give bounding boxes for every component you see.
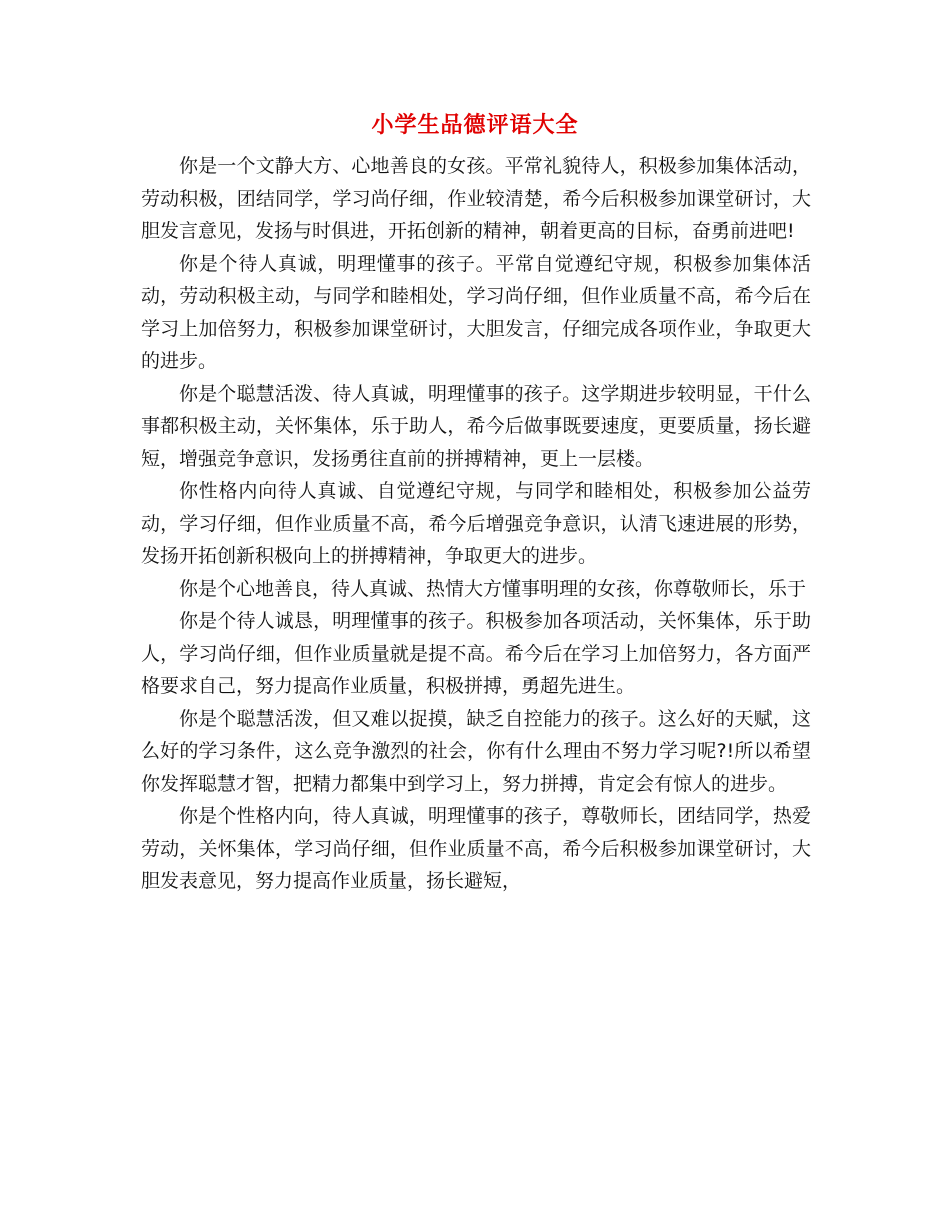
document-title: 小学生品德评语大全 xyxy=(371,112,579,138)
paragraph: 你是个心地善良，待人真诚、热情大方懂事明理的女孩，你尊敬师长，乐于 xyxy=(179,577,807,600)
document-body xyxy=(141,150,811,898)
paragraph: 你是个聪慧活泼，但又难以捉摸，缺乏自控能力的孩子。这么好的天赋，这么好的学习条件，这么竞争激烈的社会，你有什么理由不努力学习呢?!所以希望你发挥聪慧才智，把精力都集中到学习上，努力拼搏，肯定会有惊人的进步。 xyxy=(141,707,811,795)
paragraph: 你是个待人真诚，明理懂事的孩子。平常自觉遵纪守规，积极参加集体活动，劳动积极主动，与同学和睦相处，学习尚仔细，但作业质量不高，希今后在学习上加倍努力，积极参加课堂研讨，大胆发言，仔细完成各项作业，争取更大的进步。 xyxy=(141,252,811,372)
paragraph: 你是个待人诚恳，明理懂事的孩子。积极参加各项活动，关怀集体，乐于助人，学习尚仔细，但作业质量就是提不高。希今后在学习上加倍努力，各方面严格要求自己，努力提高作业质量，积极拼搏，勇超先进生。 xyxy=(141,610,811,697)
paragraph: 你是个性格内向，待人真诚，明理懂事的孩子，尊敬师长，团结同学，热爱劳动，关怀集体，学习尚仔细，但作业质量不高，希今后积极参加课堂研讨，大胆发表意见，努力提高作业质量，扬长避短， xyxy=(141,805,811,892)
paragraph: 你是个聪慧活泼、待人真诚，明理懂事的孩子。这学期进步较明显，干什么事都积极主动，关怀集体，乐于助人，希今后做事既要速度，更要质量，扬长避短，增强竞争意识，发扬勇往直前的拼搏精神，更上一层楼。 xyxy=(141,382,811,470)
paragraph: 你是一个文静大方、心地善良的女孩。平常礼貌待人，积极参加集体活动，劳动积极，团结同学，学习尚仔细，作业较清楚，希今后积极参加课堂研讨，大胆发言意见，发扬与时俱进，开拓创新的精神，朝着更高的目标，奋勇前进吧! xyxy=(141,155,811,242)
paragraph: 你性格内向待人真诚、自觉遵纪守规，与同学和睦相处，积极参加公益劳动，学习仔细，但作业质量不高，希今后增强竞争意识，认清飞速进展的形势，发扬开拓创新积极向上的拼搏精神，争取更大的进步。 xyxy=(141,480,811,567)
